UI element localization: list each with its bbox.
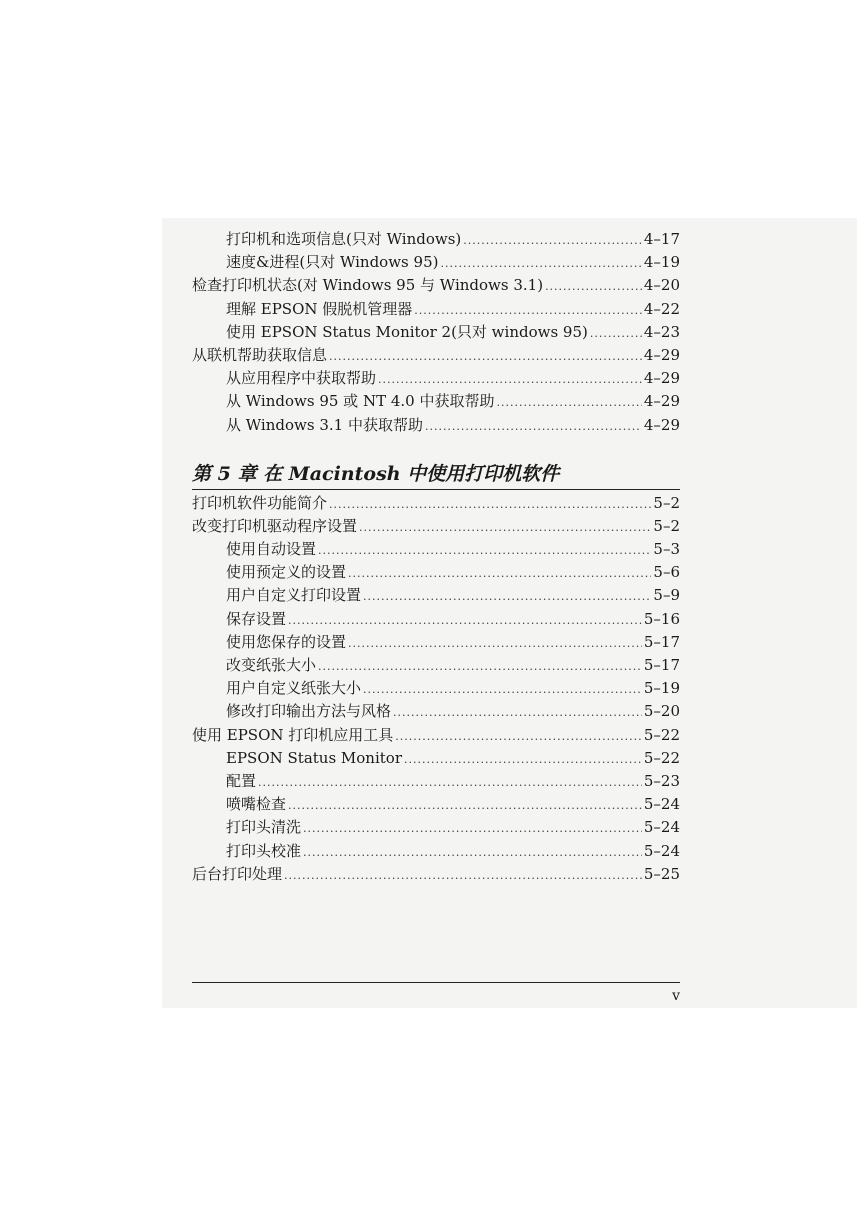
toc-entry	[192, 538, 680, 561]
toc-entry	[192, 724, 680, 747]
dot-leader	[393, 701, 642, 724]
dot-leader	[288, 794, 642, 817]
toc-entry-title: 使用预定义的设置	[226, 563, 347, 582]
toc-entry	[192, 367, 680, 390]
toc-entry-page: 5–19	[643, 679, 680, 698]
toc-entry	[192, 515, 680, 538]
toc-entry-page: 5–20	[643, 702, 680, 721]
toc-entry-title: 速度&进程(只对 Windows 95)	[226, 253, 439, 272]
toc-entry	[192, 816, 680, 839]
toc-group-chapter-4	[192, 228, 680, 437]
toc-entry-page: 4–20	[643, 276, 680, 295]
toc-entry-title: 打印机和选项信息(只对 Windows)	[226, 230, 462, 248]
dot-leader	[359, 516, 651, 539]
dot-leader	[395, 725, 642, 748]
toc-entry-title: 从 Windows 3.1 中获取帮助	[226, 415, 423, 434]
dot-leader	[404, 748, 642, 771]
toc-entry-title: 打印头校准	[226, 841, 302, 860]
toc-entry	[192, 840, 680, 863]
toc-entry-title: 使用您保存的设置	[226, 632, 347, 651]
dot-leader	[496, 391, 641, 414]
toc-entry-title: 理解 EPSON 假脱机管理器	[226, 299, 413, 318]
dot-leader	[414, 299, 642, 322]
toc-entry-page: 4–19	[643, 253, 680, 272]
toc-entry-page: 4–29	[643, 392, 680, 411]
toc-entry	[192, 584, 680, 607]
toc-entry	[192, 298, 680, 321]
toc-entry-title: 用户自定义打印设置	[226, 586, 362, 605]
toc-entry	[192, 390, 680, 413]
toc-entry	[192, 251, 680, 274]
dot-leader	[303, 817, 642, 840]
dot-leader	[590, 322, 642, 345]
toc-entry-page: 4–29	[643, 415, 680, 434]
toc-entry	[192, 228, 680, 251]
dot-leader	[545, 275, 642, 298]
toc-entry-title: 从 Windows 95 或 NT 4.0 中获取帮助	[226, 392, 495, 411]
toc-entry	[192, 274, 680, 297]
toc-entry-title: 保存设置	[226, 609, 287, 628]
toc-entry-page: 5–22	[643, 748, 680, 767]
table-of-contents	[192, 228, 680, 886]
toc-entry	[192, 608, 680, 631]
toc-entry-page: 5–2	[653, 493, 680, 512]
toc-entry-page: 5–24	[643, 818, 680, 837]
dot-leader	[348, 562, 651, 585]
toc-entry-title: 检查打印机状态(对 Windows 95 与 Windows 3.1)	[192, 276, 544, 295]
toc-entry-title: 喷嘴检查	[226, 795, 287, 814]
toc-entry-page: 5–6	[653, 563, 680, 582]
dot-leader	[378, 368, 642, 391]
toc-entry	[192, 770, 680, 793]
toc-entry	[192, 700, 680, 723]
toc-entry-page: 4–22	[643, 299, 680, 318]
toc-entry-title: 使用自动设置	[226, 540, 317, 559]
footer-rule	[192, 982, 680, 983]
dot-leader	[440, 252, 641, 275]
toc-entry	[192, 793, 680, 816]
toc-entry-title: 使用 EPSON Status Monitor 2(只对 windows 95)	[226, 322, 588, 341]
toc-entry-page: 5–22	[643, 725, 680, 744]
toc-entry-page: 5–17	[643, 656, 680, 674]
toc-entry-title: 使用 EPSON 打印机应用工具	[192, 725, 394, 744]
toc-entry-title: 改变纸张大小	[226, 656, 317, 674]
chapter-5-heading: 第 5 章 在 Macintosh 中使用打印机软件	[192, 459, 680, 490]
toc-entry-title: 修改打印输出方法与风格	[226, 702, 392, 721]
dot-leader	[348, 632, 642, 655]
toc-entry-page: 5–16	[643, 609, 680, 628]
footer-page-number: v	[672, 988, 680, 1004]
toc-entry	[192, 344, 680, 367]
toc-entry-page: 4–29	[643, 369, 680, 388]
toc-entry	[192, 863, 680, 886]
toc-entry-page: 5–2	[653, 516, 680, 535]
toc-entry-title: 后台打印处理	[192, 864, 283, 883]
dot-leader	[258, 771, 642, 794]
dot-leader	[329, 345, 642, 368]
toc-entry	[192, 561, 680, 584]
dot-leader	[284, 864, 642, 887]
toc-entry	[192, 654, 680, 677]
toc-entry-page: 5–24	[643, 841, 680, 860]
toc-entry-title: 从联机帮助获取信息	[192, 345, 328, 364]
dot-leader	[303, 841, 642, 864]
dot-leader	[425, 415, 642, 438]
dot-leader	[318, 655, 642, 678]
dot-leader	[288, 609, 642, 632]
toc-entry-page: 5–23	[643, 771, 680, 790]
dot-leader	[463, 229, 642, 252]
toc-entry-title: 改变打印机驱动程序设置	[192, 516, 358, 535]
dot-leader	[329, 493, 651, 516]
toc-entry	[192, 414, 680, 437]
toc-entry-page: 4–23	[643, 322, 680, 341]
toc-entry-title: 从应用程序中获取帮助	[226, 369, 377, 388]
toc-entry-page: 4–29	[643, 345, 680, 364]
toc-entry	[192, 747, 680, 770]
toc-entry-page: 5–3	[653, 540, 680, 559]
toc-entry-title: 打印头清洗	[226, 818, 302, 837]
toc-entry-page: 5–24	[643, 795, 680, 814]
toc-entry-title: 配置	[226, 771, 257, 790]
toc-entry	[192, 631, 680, 654]
toc-entry-page: 5–25	[643, 864, 680, 883]
toc-entry-title: EPSON Status Monitor	[226, 748, 402, 767]
dot-leader	[363, 678, 642, 701]
toc-entry-title: 打印机软件功能简介	[192, 493, 328, 512]
toc-entry-page: 5–17	[643, 632, 680, 651]
toc-entry-page: 4–17	[643, 230, 680, 248]
toc-entry	[192, 677, 680, 700]
toc-entry	[192, 321, 680, 344]
toc-entry-page: 5–9	[653, 586, 680, 605]
toc-entry	[192, 492, 680, 515]
dot-leader	[363, 585, 651, 608]
toc-group-chapter-5	[192, 492, 680, 886]
dot-leader	[318, 539, 651, 562]
toc-entry-title: 用户自定义纸张大小	[226, 679, 362, 698]
